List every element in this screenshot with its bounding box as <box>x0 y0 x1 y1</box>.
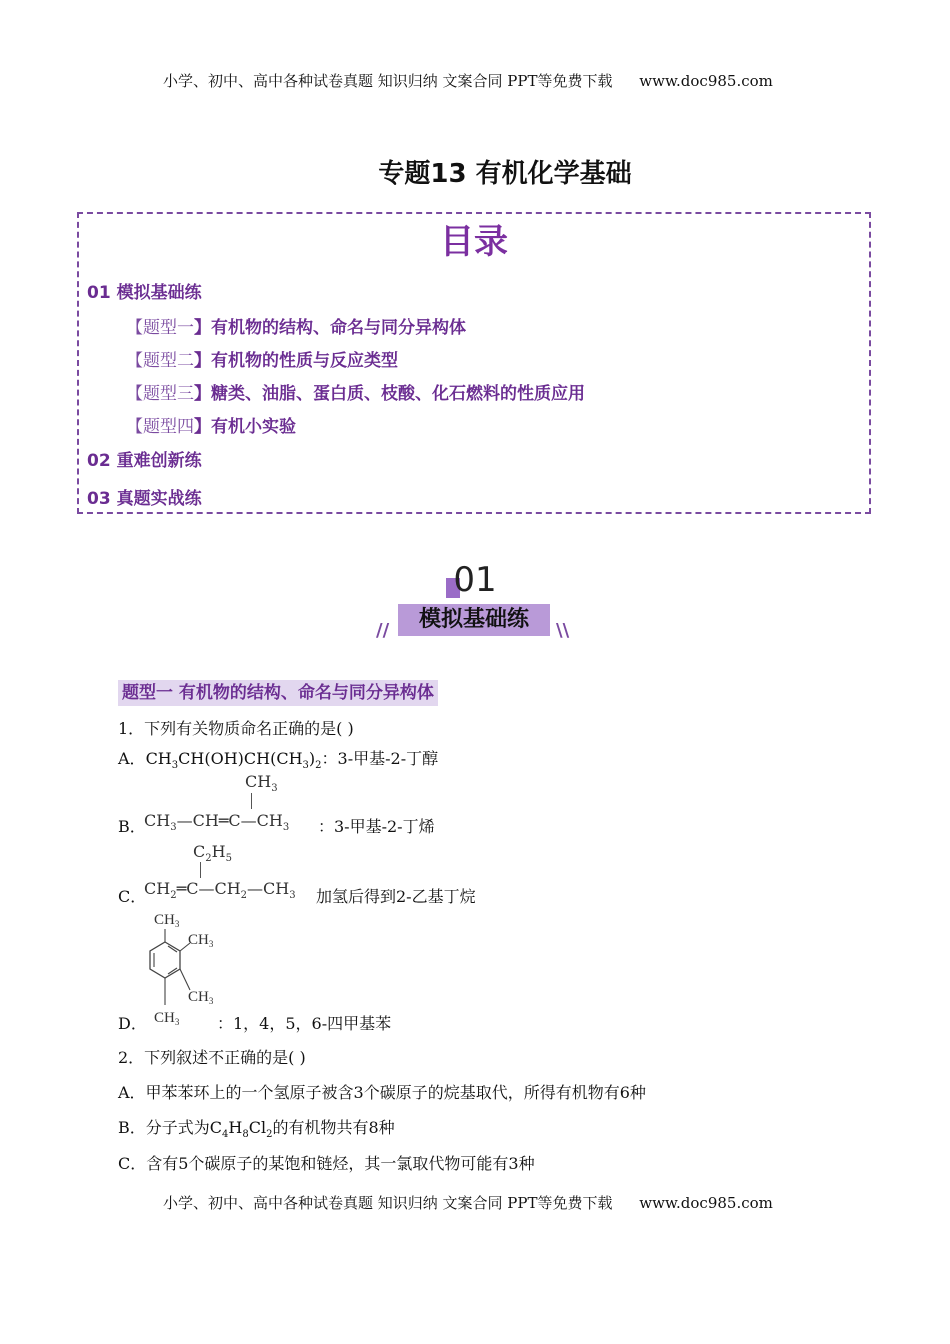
q1-option-c-label[interactable]: C． <box>118 887 147 906</box>
toc-section-3[interactable]: 03 真题实战练 <box>87 489 202 509</box>
slash-right-icon: \\ <box>556 620 570 641</box>
header-site: www.doc985.com <box>639 72 773 90</box>
c-main-chain: $CH_2═C—CH_2—CH_3$ <box>144 879 296 902</box>
c-branch-c2h5: $C_2H_5$ <box>193 842 232 865</box>
c-branch-bond <box>200 862 201 878</box>
section-number: 01 <box>453 560 497 600</box>
q2-option-b[interactable]: B．分子式为$C_4H_8Cl_2$的有机物共有8种 <box>118 1118 395 1141</box>
toc-item-tag: 题型一 <box>143 318 194 338</box>
option-text-post: 的有机物共有8种 <box>272 1118 395 1137</box>
q1-option-c-text: 加氢后得到2-乙基丁烷 <box>316 887 476 906</box>
footer-site: www.doc985.com <box>639 1194 773 1212</box>
svg-text:CH3: $CH_3$ <box>188 932 214 949</box>
option-text-pre: B．分子式为 <box>118 1118 210 1137</box>
toc-item-text: 有机物的结构、命名与同分异构体 <box>211 318 466 338</box>
header-text: 小学、初中、高中各种试卷真题 知识归纳 文案合同 PPT等免费下载 <box>163 72 613 90</box>
option-text: ：3-甲基-2-丁醇 <box>321 749 439 768</box>
option-label: A． <box>118 749 146 768</box>
b-main-chain: $CH_3—CH═C—CH_3$ <box>144 811 290 834</box>
toc-item-tag: 题型四 <box>143 417 194 437</box>
q1-option-d-label[interactable]: D． <box>118 1014 147 1033</box>
tetramethylbenzene-structure-icon <box>130 905 230 1030</box>
q1-option-d-text: ：1，4，5，6-四甲基苯 <box>217 1014 392 1033</box>
b-branch-ch3: $CH_3$ <box>245 772 278 795</box>
toc-item-text: 糖类、油脂、蛋白质、枝酸、化石燃料的性质应用 <box>211 384 585 404</box>
question-type-heading: 题型一 有机物的结构、命名与同分异构体 <box>118 680 438 706</box>
q1-option-b-text: ：3-甲基-2-丁烯 <box>318 817 435 836</box>
svg-text:CH3: $CH_3$ <box>154 1010 180 1027</box>
toc-item-text: 有机物的性质与反应类型 <box>211 351 398 371</box>
q2-stem: 2．下列叙述不正确的是( ) <box>118 1048 306 1067</box>
footer-text: 小学、初中、高中各种试卷真题 知识归纳 文案合同 PPT等免费下载 <box>163 1194 613 1212</box>
q2-option-a[interactable]: A．甲苯苯环上的一个氢原子被含3个碳原子的烷基取代，所得有机物有6种 <box>118 1083 646 1102</box>
q1-option-a[interactable]: A．$CH_3CH(OH)CH(CH_3)_2$：3-甲基-2-丁醇 <box>118 749 439 772</box>
q1-stem: 1．下列有关物质命名正确的是( ) <box>118 719 354 738</box>
toc-item-tag: 题型二 <box>143 351 194 371</box>
page-footer <box>163 1192 773 1213</box>
toc-item-text: 有机小实验 <box>211 417 296 437</box>
q1-option-b-label[interactable]: B． <box>118 817 146 836</box>
toc-item-type1[interactable]: 【题型一】有机物的结构、命名与同分异构体 <box>126 318 466 338</box>
toc-item-type3[interactable]: 【题型三】糖类、油脂、蛋白质、枝酸、化石燃料的性质应用 <box>126 384 585 404</box>
b-branch-bond <box>251 793 252 809</box>
toc-item-type4[interactable]: 【题型四】有机小实验 <box>126 417 296 437</box>
toc-section-1[interactable]: 01 模拟基础练 <box>87 283 202 303</box>
page-title: 专题13 有机化学基础 <box>378 159 632 189</box>
svg-text:CH3: $CH_3$ <box>188 989 214 1006</box>
page-header <box>163 70 773 91</box>
q2-option-c[interactable]: C．含有5个碳原子的某饱和链烃，其一氯取代物可能有3种 <box>118 1154 535 1173</box>
toc-item-tag: 题型三 <box>143 384 194 404</box>
section-name: 模拟基础练 <box>418 607 529 632</box>
svg-text:CH3: $CH_3$ <box>154 912 180 929</box>
toc-section-2[interactable]: 02 重难创新练 <box>87 451 202 471</box>
toc-heading: 目录 <box>440 222 508 262</box>
toc-item-type2[interactable]: 【题型二】有机物的性质与反应类型 <box>126 351 398 371</box>
slash-left-icon: // <box>376 620 390 641</box>
